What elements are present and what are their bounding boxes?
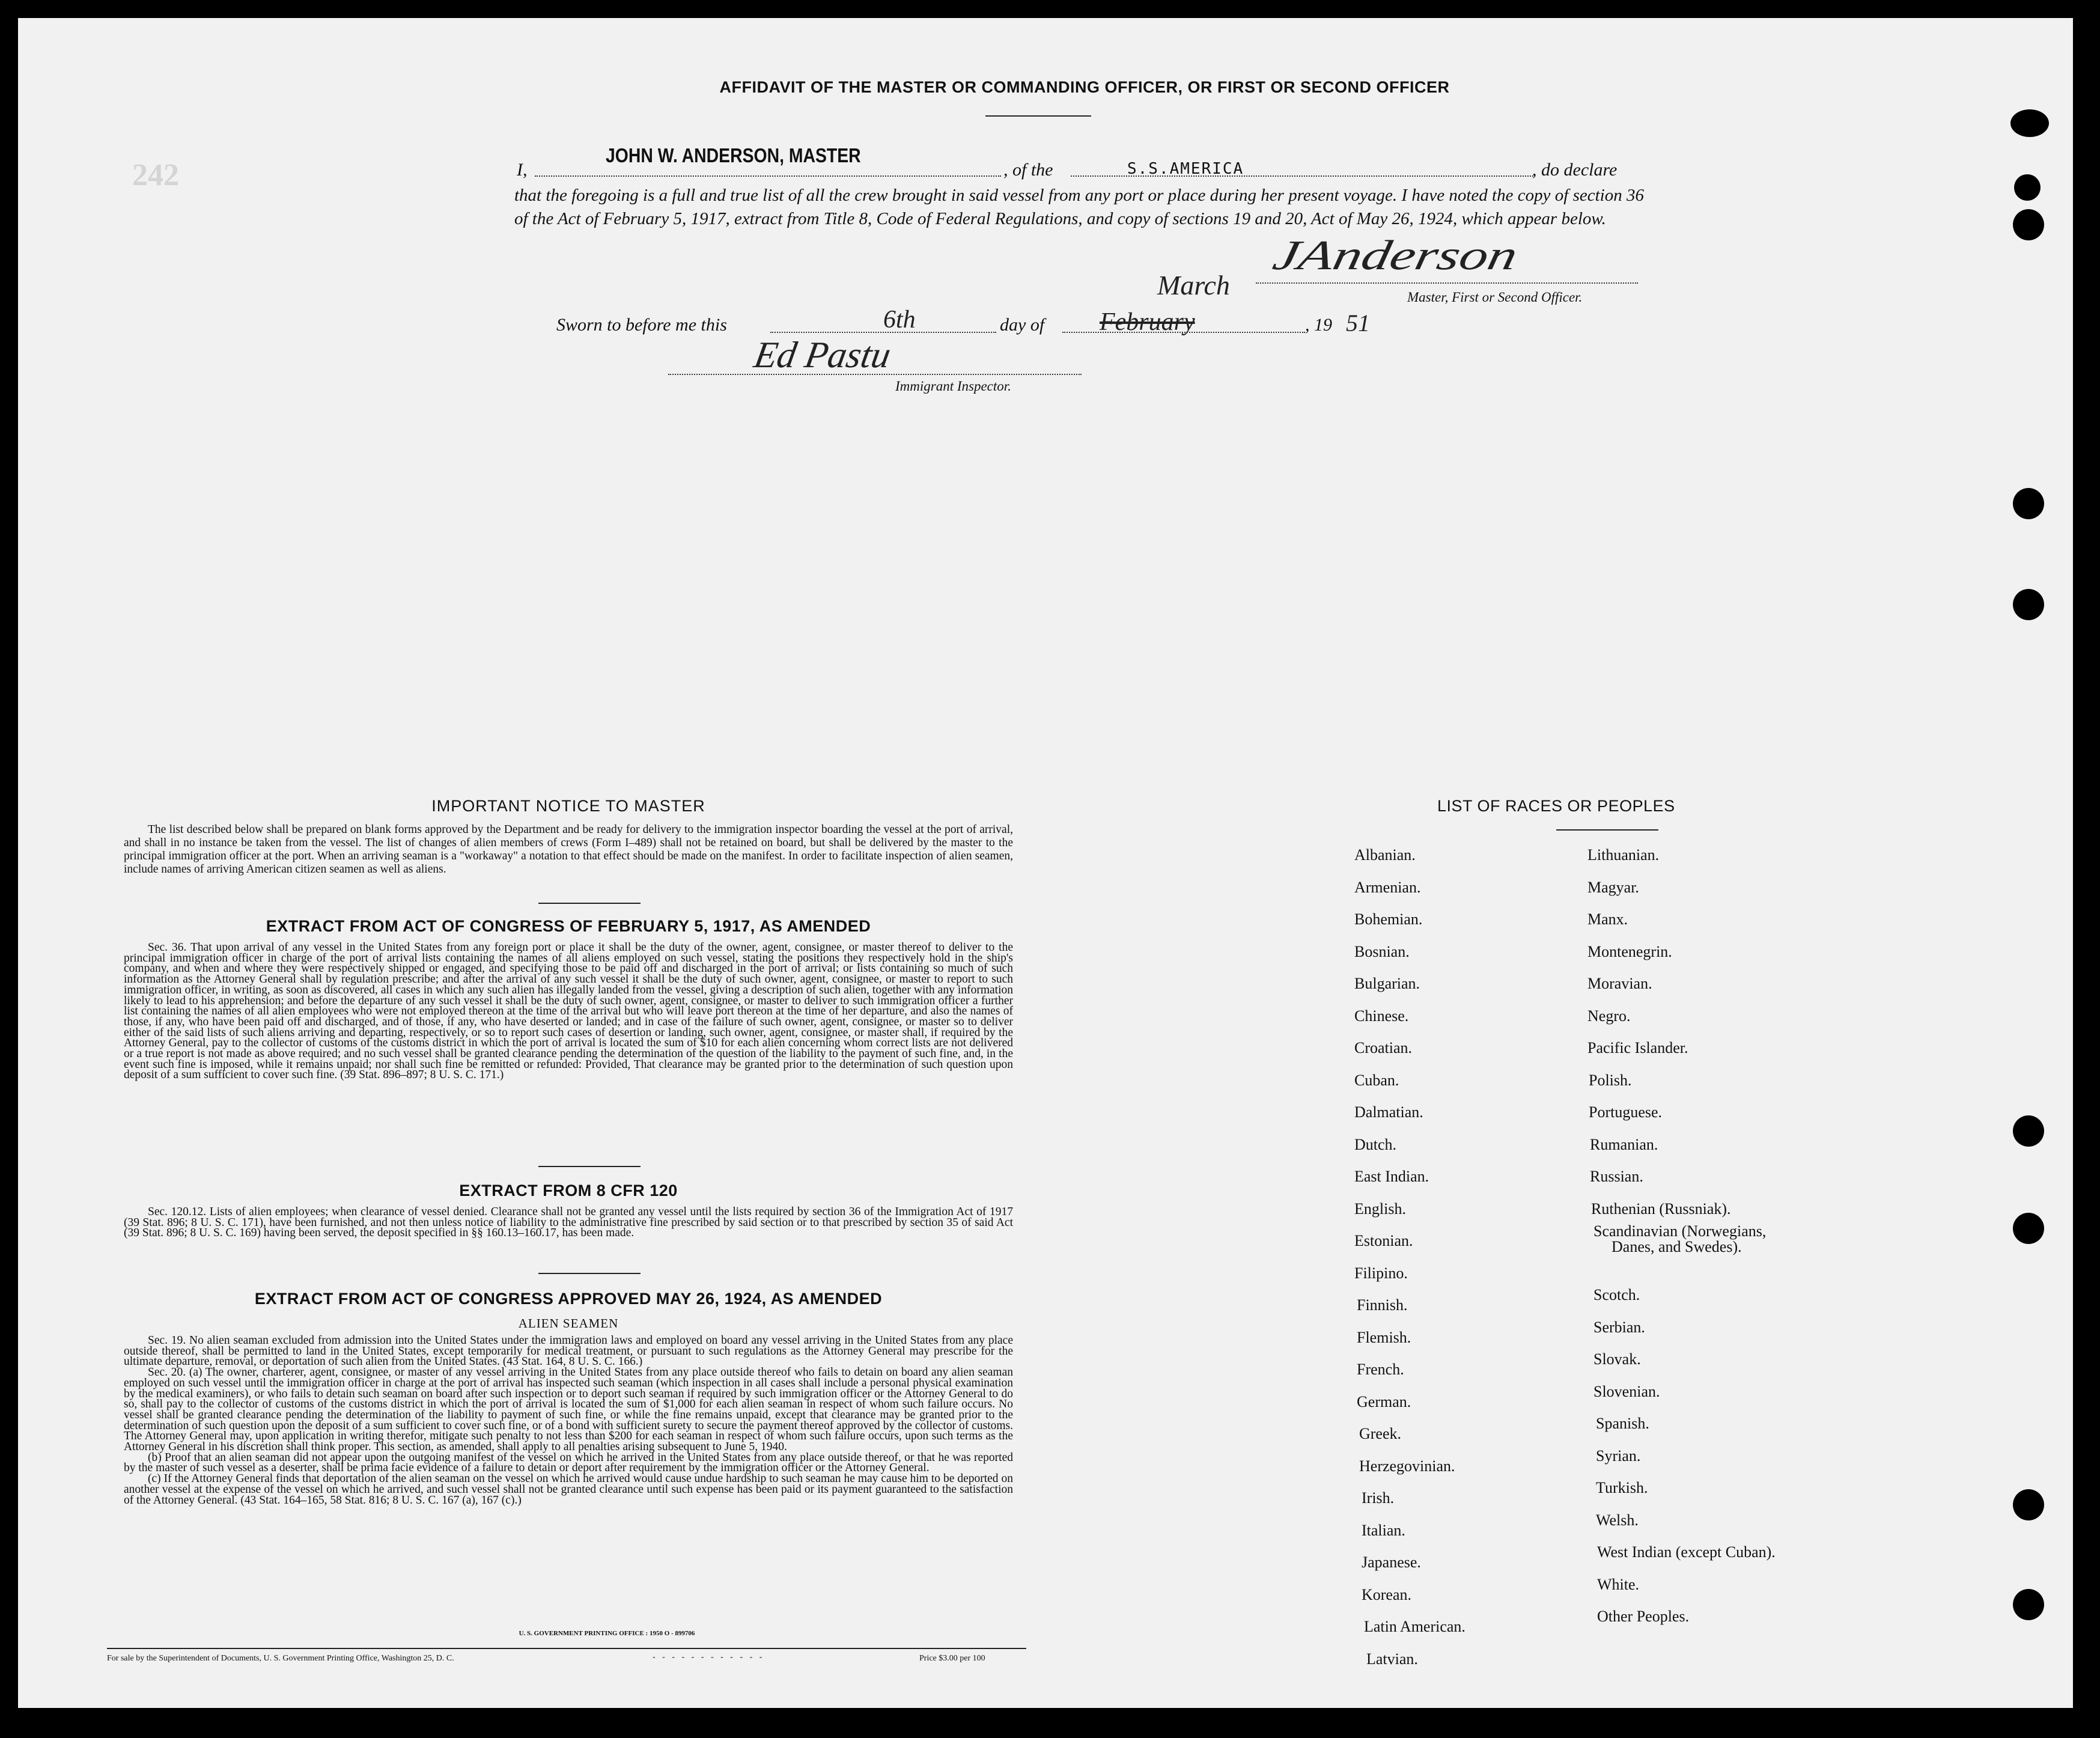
extract-1924-text <box>124 1335 1013 1505</box>
extract-1917-heading: EXTRACT FROM ACT OF CONGRESS OF FEBRUARY 5, 1917, AS AMENDED <box>266 917 871 935</box>
vessel-name: S.S.AMERICA <box>1127 160 1244 178</box>
sec-20a-text: Sec. 20. (a) The owner, charterer, agent, consignee, or master of any vessel arriving in the United States from any place outside thereof who fails to detain on board any alien seaman employed on such vessel until the immigration officer in charge at the port of arrival has inspected such seaman (which inspection in all cases shall include a personal physical examination by the medical examiners), or who fails to detain such seaman on board after such inspection or to deport such seaman if required by such immigration officer or the Attorney General to do so, shall pay to the collector of customs of the customs district in which the port of arrival is located the sum of $1,000 for each alien seaman in respect of whom such failure occurs. No vessel shall be granted clearance pending the determination of the liability to payment of such fine, or while the fine remains unpaid, except that clearance may be granted prior to the determination of such question upon the deposit of a sum sufficient to cover such fine, or of a bond with sufficient surety to secure the payment thereof approved by the collector of customs. The Attorney General may, upon application in writing therefor, mitigate such penalty to not less than $200 for each seaman in respect of whom such failure occurs, upon such terms as the Attorney General in his discretion shall think proper. This section, as amended, shall apply to all penalties arising subsequent to June 5, 1940. <box>124 1366 1013 1454</box>
race-item-right: Other Peoples. <box>1597 1608 1690 1625</box>
race-item-left: Cuban. <box>1354 1071 1399 1089</box>
race-item-left: German. <box>1357 1392 1411 1410</box>
footer-rule <box>107 1648 1026 1649</box>
race-item-right: Spanish. <box>1596 1415 1649 1432</box>
sec-20c-text: (c) If the Attorney General finds that deportation of the alien seaman on the vessel on which he arrived would cause undue hardship to such seaman he may cause him to be deported on another vessel at the expense of the vessel on which he arrived, and such vessel shall not be granted clearance until such expense has been paid or its payment guaranteed to the satisfaction of the Attorney General. (43 Stat. 164–165, 58 Stat. 816; 8 U. S. C. 167 (a), 167 (c).) <box>124 1472 1013 1507</box>
race-item-right: Pacific Islander. <box>1587 1039 1688 1057</box>
race-item-left: Italian. <box>1362 1521 1405 1539</box>
gpo-imprint: U. S. GOVERNMENT PRINTING OFFICE : 1950 O - 899706 <box>519 1630 695 1637</box>
extract-cfr-heading: EXTRACT FROM 8 CFR 120 <box>459 1182 678 1200</box>
race-item-left: Herzegovinian. <box>1359 1457 1455 1475</box>
race-item-right: Moravian. <box>1587 975 1652 992</box>
notice-paragraph: The list described below shall be prepared on blank forms approved by the Department and be ready for delivery to the immigration inspector boarding the vessel at the port of arrival, and shall in no instance be taken from the vessel. The list of changes of alien members of crews (Form I–489) shall not be retained on board, but shall be delivered by the master to the principal immigration officer at the port. When an arriving seaman is a "workaway" a notation to that effect should be made on the manifest. In order to facilitate inspection of alien seamen, include names of arriving American citizen seamen as well as aliens. <box>124 823 1013 876</box>
month-struck: February <box>1100 308 1195 336</box>
race-item-left: Bulgarian. <box>1354 975 1420 992</box>
master-signature: JAnderson <box>1268 233 1522 279</box>
top-rule <box>985 115 1091 117</box>
extract-cfr-text <box>124 1207 1013 1239</box>
affidavit-title: AFFIDAVIT OF THE MASTER OR COMMANDING OFFICER, OR FIRST OR SECOND OFFICER <box>719 78 1450 96</box>
race-item-left: Croatian. <box>1354 1039 1413 1057</box>
race-item-right: Ruthenian (Russniak). <box>1591 1200 1731 1218</box>
race-item-right: Serbian. <box>1593 1318 1645 1336</box>
race-item-right: Negro. <box>1587 1007 1631 1025</box>
footer-dashes: - - - - - - - - - - - - <box>653 1653 765 1662</box>
declare-label: , do declare <box>1532 160 1618 180</box>
punch-hole <box>2013 1213 2044 1244</box>
race-item-right: Slovenian. <box>1593 1382 1660 1400</box>
races-rule <box>1556 829 1658 831</box>
extract-1917-text <box>124 942 1013 1081</box>
race-item-right: Polish. <box>1589 1071 1632 1089</box>
race-item-left: Korean. <box>1362 1585 1412 1603</box>
i-label: I, <box>517 160 528 180</box>
master-name: JOHN W. ANDERSON, MASTER <box>606 144 861 166</box>
day-of-label: day of <box>1000 315 1045 335</box>
race-item-left: Bohemian. <box>1354 910 1423 928</box>
race-item-right: Syrian. <box>1596 1447 1641 1465</box>
race-item-left: Bosnian. <box>1354 942 1410 960</box>
year-label: , 19 <box>1305 315 1332 335</box>
sec-20b-text: (b) Proof that an alien seaman did not appear upon the outgoing manifest of the vessel on which he arrived in the United States from any place outside thereof, or that he was reported by the master of such vessel as a deserter, shall be prima facie evidence of a failure to detain or deport after requirement by the immigration officer or the Attorney General. <box>124 1451 1013 1475</box>
sec-36-label: Sec. 36. <box>148 941 187 954</box>
race-item-right: Russian. <box>1590 1168 1643 1185</box>
extract-1924-heading: EXTRACT FROM ACT OF CONGRESS APPROVED MAY 26, 1924, AS AMENDED <box>254 1290 883 1308</box>
race-item-left: French. <box>1357 1361 1404 1378</box>
race-item-left: Filipino. <box>1354 1264 1408 1282</box>
race-item-right: Scotch. <box>1593 1286 1640 1304</box>
race-item-left: Latvian. <box>1366 1650 1418 1668</box>
punch-hole <box>2013 209 2044 240</box>
sworn-day: 6th <box>883 306 916 334</box>
extract-1917-rule <box>538 1166 641 1167</box>
race-item-right: Danes, and Swedes). <box>1612 1238 1742 1255</box>
sworn-label: Sworn to before me this <box>556 315 727 335</box>
race-item-right: Manx. <box>1587 910 1628 928</box>
race-item-right: Turkish. <box>1596 1479 1648 1496</box>
sec-36-text: That upon arrival of any vessel in the United States from any foreign port or place it shall be the duty of the owner, agent, consignee, or master thereof to deliver to the principal immigration officer in charge of the port of arrival lists containing the names of all aliens employed on such vessel, stating the positions they respectively hold in the ship's company, and when and where they were respectively shipped or engaged, and specifying those to be paid off and discharged in the port of arrival; or lists containing so much of such information as the Attorney General shall by regulation prescribe; and after the arrival of any such vessel it shall be the duty of such owner, agent, consignee, or master to report to such immigration officer, in writing, as soon as discovered, all cases in which any such alien has illegally landed from the vessel, giving a description of such alien, together with any information likely to lead to his apprehension; and before the departure of any such vessel it shall be the duty of such owner, agent, consignee, or master to deliver to such immigration officer a further list containing the names of all alien employees who were not employed thereon at the time of the arrival but who will leave port thereon at the time of her departure, and also the names of those, if any, who have been paid off and discharged, and of those, if any, who have deserted or landed; and in case of the failure of such owner, agent, consignee, or master so to deliver either of the said lists of such aliens arriving and departing, respectively, or so to report such cases of desertion or landing, such owner, agent, consignee, or master shall, if required by the Attorney General, pay to the collector of customs of the customs district in which the port of arrival is located the sum of $10 for each alien concerning whom correct lists are not delivered or a true report is not made as above required; and no such vessel shall be granted clearance pending the determination of the question of the liability to the payment of such fine, and, in the event such fine is imposed, while it remains unpaid; nor shall such fine be remitted or refunded: Provided, That clearance may be granted prior to the determination of such question upon deposit of a sum sufficient to cover such fine. (39 Stat. 896–897; 8 U. S. C. 171.) <box>124 941 1014 1082</box>
sec-120-label: Sec. 120.12. <box>148 1206 207 1218</box>
punch-hole <box>2013 1489 2044 1520</box>
race-item-right: Scandinavian (Norwegians, <box>1593 1222 1767 1240</box>
race-item-right: West Indian (except Cuban). <box>1597 1543 1776 1561</box>
race-item-right: Montenegrin. <box>1587 942 1672 960</box>
month-written: March <box>1157 270 1230 300</box>
punch-hole <box>2013 488 2044 519</box>
race-item-right: Lithuanian. <box>1587 846 1660 864</box>
alien-seamen-subheading: ALIEN SEAMEN <box>518 1316 619 1331</box>
master-caption: Master, First or Second Officer. <box>1407 290 1583 305</box>
notice-text <box>124 823 1013 876</box>
affidavit-body: that the foregoing is a full and true list of all the crew brought in said vessel from any port or place during her present voyage. I have noted the copy of section 36 of the Act of February 5, 1917, extract from Title 8, Code of Federal Regulations, and copy of sections 19 and 20, Act of May 26, 1924, which appear below. <box>514 186 1644 228</box>
race-item-right: Portuguese. <box>1589 1103 1663 1121</box>
race-item-left: Irish. <box>1362 1489 1395 1507</box>
of-the-label: , of the <box>1003 160 1053 180</box>
sale-notice: For sale by the Superintendent of Documents, U. S. Government Printing Office, Washington 25, D. C. <box>107 1654 454 1663</box>
race-item-left: Greek. <box>1359 1425 1402 1442</box>
race-item-right: Magyar. <box>1587 878 1639 896</box>
race-item-left: Latin American. <box>1364 1618 1465 1635</box>
race-item-left: Estonian. <box>1354 1232 1413 1249</box>
race-item-left: Japanese. <box>1362 1554 1421 1571</box>
punch-hole <box>2013 589 2044 620</box>
margin-number: 242 <box>132 158 179 192</box>
races-heading: LIST OF RACES OR PEOPLES <box>1437 797 1675 815</box>
race-item-left: Dalmatian. <box>1354 1103 1423 1121</box>
race-item-right: Slovak. <box>1593 1350 1641 1368</box>
master-name-line <box>535 175 1001 177</box>
race-item-right: Rumanian. <box>1590 1135 1658 1153</box>
race-item-left: East Indian. <box>1354 1168 1429 1185</box>
race-item-right: Welsh. <box>1596 1511 1639 1529</box>
race-item-left: English. <box>1354 1200 1406 1218</box>
punch-hole <box>2010 109 2049 137</box>
master-signature-line <box>1256 282 1638 284</box>
inspector-signature: Ed Pastu <box>751 335 894 376</box>
race-item-left: Finnish. <box>1357 1296 1408 1314</box>
sec-120-text: Lists of alien employees; when clearance of vessel denied. Clearance shall not be granted any vessel until the lists required by section 36 of the Immigration Act of 1917 (39 Stat. 896; 8 U. S. C. 171), have been furnished, and not then unless notice of liability to the administrative fine prescribed by said section or to that prescribed by section 35 of said Act (39 Stat. 896; 8 U. S. C. 169) having been served, the deposit specified in §§ 160.13–160.17, has been made. <box>124 1206 1014 1240</box>
punch-hole <box>2013 1589 2044 1620</box>
race-item-left: Flemish. <box>1357 1328 1411 1346</box>
race-item-left: Dutch. <box>1354 1135 1397 1153</box>
sec-19-text: Sec. 19. No alien seaman excluded from admission into the United States under the immigration laws and employed on board any vessel arriving in the United States from any place outside thereof, shall be permitted to land in the United States, except temporarily for medical treatment, or pursuant to such regulations as the Attorney General may prescribe for the ultimate departure, removal, or deportation of such alien from the United States. (43 Stat. 164, 8 U. S. C. 166.) <box>124 1334 1013 1368</box>
punch-hole <box>2013 1115 2044 1147</box>
year-written: 51 <box>1346 309 1370 337</box>
race-item-right: White. <box>1597 1575 1640 1593</box>
document-page <box>18 18 2073 1708</box>
race-item-left: Armenian. <box>1354 878 1421 896</box>
extract-cfr-rule <box>538 1273 641 1274</box>
notice-rule <box>538 903 641 904</box>
race-item-left: Chinese. <box>1354 1007 1409 1025</box>
inspector-caption: Immigrant Inspector. <box>895 379 1011 394</box>
price-notice: Price $3.00 per 100 <box>919 1654 985 1663</box>
punch-hole <box>2014 174 2041 201</box>
notice-heading: IMPORTANT NOTICE TO MASTER <box>431 797 705 815</box>
race-item-left: Albanian. <box>1354 846 1416 864</box>
